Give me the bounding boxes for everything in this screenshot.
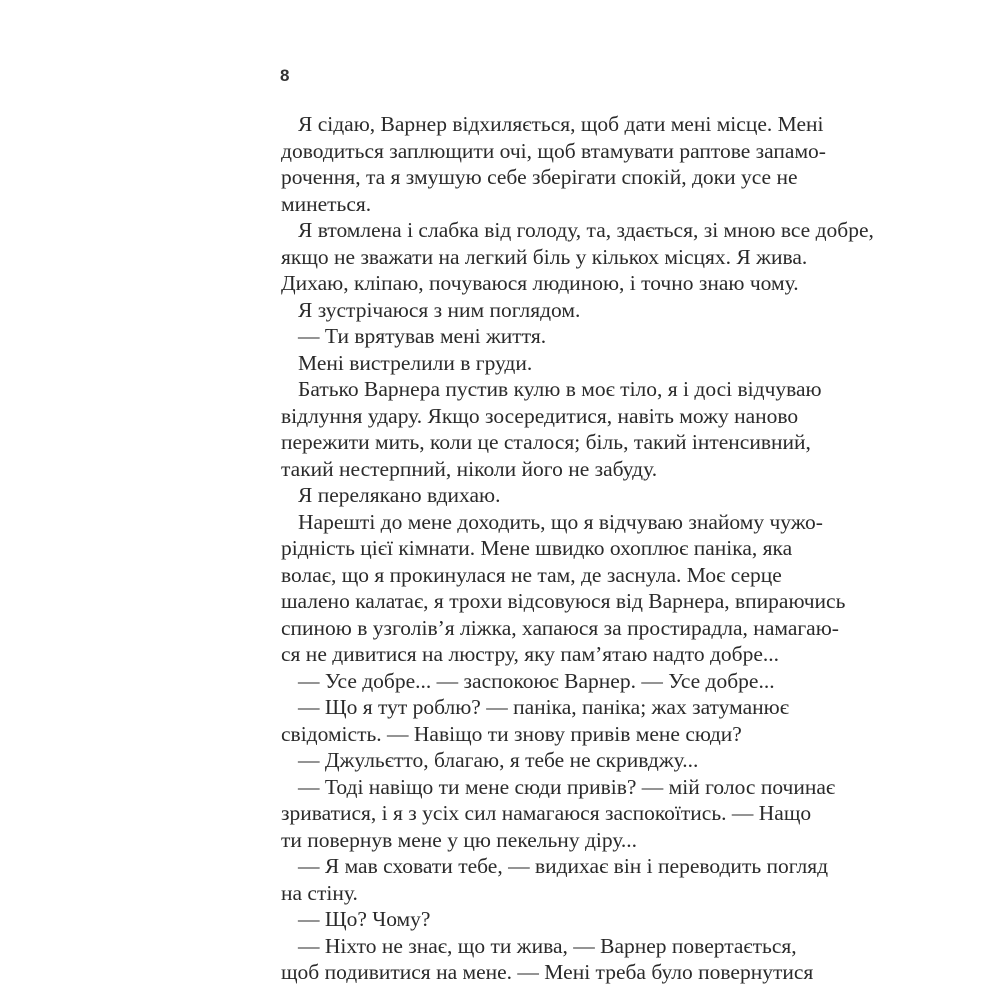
text-line: — Тоді навіщо ти мене сюди привів? — мій голос починає (298, 774, 836, 799)
text-line: на стіну. (281, 880, 358, 905)
text-line: — Що я тут роблю? — паніка, паніка; жах затуманює (298, 695, 789, 719)
text-line: Нарешті до мене доходить, що я відчуваю знайому чужо- (298, 509, 823, 534)
text-line: ти повернув мене у цю пекельну діру... (281, 827, 638, 852)
text-line: відлуння удару. Якщо зосередитися, навіть можу наново (281, 403, 799, 428)
text-line: Я втомлена і слабка від голоду, та, здається, зі мною все добре, (298, 218, 874, 242)
text-line: зриватися, і я з усіх сил намагаюся заспокоїтись. — Нащо (281, 801, 812, 825)
text-line: Батько Варнера пустив кулю в моє тіло, я і досі відчуваю (298, 377, 822, 401)
text-line: щоб подивитися на мене. — Мені треба було повернутися (281, 960, 814, 984)
text-line: доводиться заплющити очі, щоб втамувати раптове запамо- (281, 138, 826, 163)
text-line: — Ти врятував мені життя. (298, 324, 547, 348)
text-line: — Усе добре... — заспокоює Варнер. — Усе добре... (298, 668, 775, 693)
text-line: рочення, та я змушую себе зберігати спокій, доки усе не (281, 165, 798, 189)
text-line: Я зустрічаюся з ним поглядом. (298, 297, 581, 322)
text-line: шалено калатає, я трохи відсовуюся від Варнера, впираючись (281, 589, 846, 613)
text-line: Дихаю, кліпаю, почуваюся людиною, і точно знаю чому. (281, 271, 799, 295)
text-line: якщо не зважати на легкий біль у кількох місцях. Я жива. (281, 244, 808, 269)
page-number: 8 (280, 66, 290, 85)
text-line: рідність цієї кімнати. Мене швидко охоплює паніка, яка (281, 536, 793, 560)
text-line: ся не дивитися на люстру, яку пам’ятаю надто добре... (281, 642, 780, 666)
text-line: Мені вистрелили в груди. (298, 350, 533, 375)
body-text (281, 111, 874, 986)
text-line: — Ніхто не знає, що ти жива, — Варнер повертається, (298, 933, 797, 958)
text-line: Я перелякано вдихаю. (298, 483, 501, 507)
text-line: свідомість. — Навіщо ти знову привів мене сюди? (281, 721, 742, 746)
text-line: — Я мав сховати тебе, — видихає він і переводить погляд (298, 854, 829, 878)
text-line: — Що? Чому? (298, 907, 431, 931)
text-line: — Джульєтто, благаю, я тебе не скривджу... (298, 748, 699, 772)
text-line: волає, що я прокинулася не там, де заснула. Моє серце (281, 562, 782, 587)
text-line: пережити мить, коли це сталося; біль, такий інтенсивний, (281, 430, 811, 454)
text-line: Я сідаю, Варнер відхиляється, щоб дати мені місце. Мені (298, 112, 824, 136)
text-line: спиною в узголів’я ліжка, хапаюся за простирадла, намагаю- (281, 615, 839, 640)
text-line: такий нестерпний, ніколи його не забуду. (281, 456, 658, 481)
text-line: минеться. (281, 191, 372, 216)
